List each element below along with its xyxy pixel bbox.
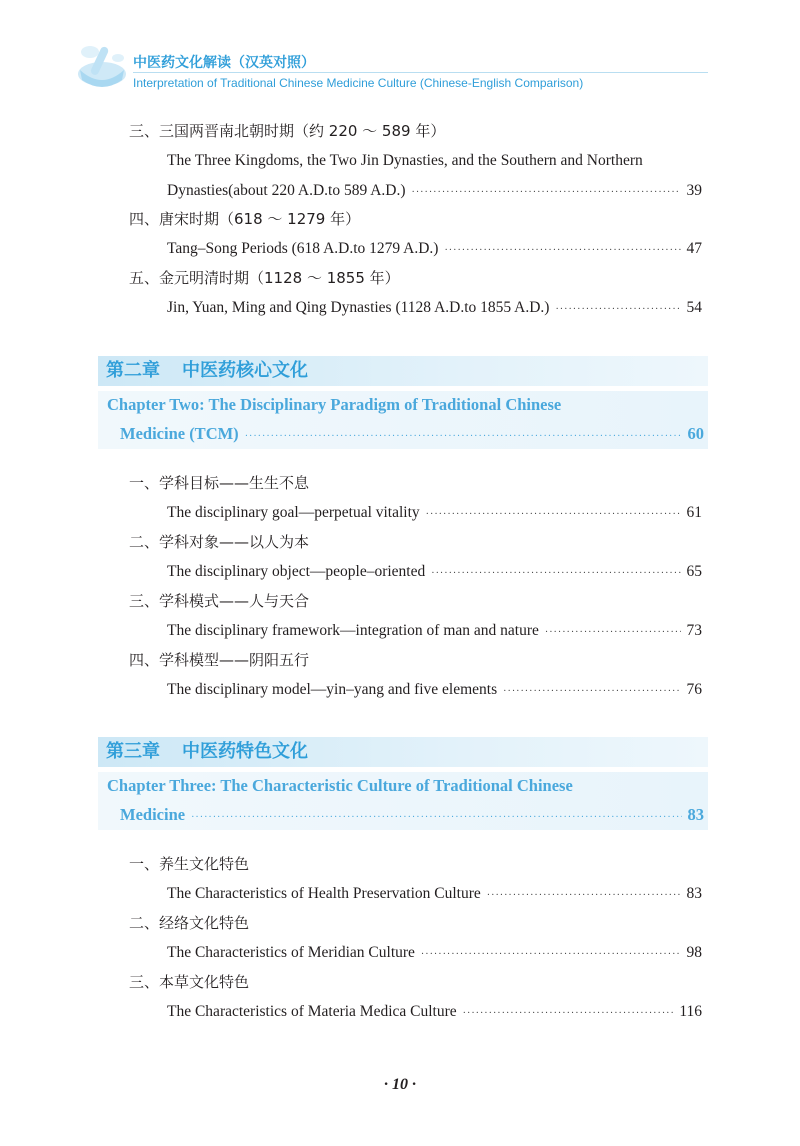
mortar-pestle-icon — [72, 40, 136, 92]
toc-entry-en[interactable] — [167, 883, 702, 907]
toc-entry-page: 98 — [686, 944, 702, 961]
toc-entry-en[interactable] — [167, 679, 702, 703]
toc-entry-title: The disciplinary object—people–oriented — [167, 563, 426, 580]
toc-entry-title: The disciplinary goal—perpetual vitality — [167, 504, 420, 521]
toc-entry-title: Jin, Yuan, Ming and Qing Dynasties (1128 A.D.to 1855 A.D.) — [167, 299, 550, 316]
toc-entry-title: The disciplinary model—yin–yang and five elements — [167, 681, 498, 698]
leader-dots — [487, 885, 681, 907]
chapter-title-cn[interactable] — [106, 737, 308, 767]
page-number: · 10 · — [384, 1076, 416, 1093]
toc-entry-title: Tang–Song Periods (618 A.D.to 1279 A.D.) — [167, 240, 439, 257]
toc-entry-cn: 五、金元明清时期（1128 ～ 1855 年） — [129, 269, 400, 287]
leader-dots — [444, 240, 680, 262]
toc-entry-cn: 四、唐宋时期（618 ～ 1279 年） — [129, 210, 361, 228]
toc-entry-page: 83 — [686, 885, 702, 902]
leader-dots — [503, 681, 680, 703]
chapter-number: 第三章 — [106, 741, 160, 762]
chapter-title-en-line1: Chapter Three: The Characteristic Culture of Traditional Chinese — [107, 776, 573, 795]
chapter-title-en-line2[interactable] — [120, 423, 704, 448]
leader-dots — [545, 622, 681, 644]
toc-entry-page: 76 — [686, 681, 702, 698]
chapter-name: 中医药核心文化 — [182, 360, 308, 381]
toc-entry-cn: 一、养生文化特色 — [129, 855, 250, 873]
toc-entry-en[interactable] — [167, 238, 702, 262]
toc-entry-page: 54 — [686, 299, 702, 316]
toc-entry-en[interactable] — [167, 561, 702, 585]
toc-entry-page: 65 — [686, 563, 702, 580]
toc-entry-en[interactable] — [167, 502, 702, 526]
leader-dots — [426, 504, 681, 526]
chapter-page: 60 — [687, 424, 704, 443]
leader-dots — [421, 944, 681, 966]
leader-dots — [555, 299, 680, 321]
toc-entry-en[interactable] — [167, 942, 702, 966]
leader-dots — [191, 807, 681, 829]
toc-entry-page: 47 — [686, 240, 702, 257]
leader-dots — [463, 1003, 674, 1025]
toc-entry-cn: 二、经络文化特色 — [129, 914, 250, 932]
toc-entry-cn: 三、学科模式——人与天合 — [129, 592, 310, 610]
toc-entry-cn: 三、三国两晋南北朝时期（约 220 ～ 589 年） — [129, 122, 446, 140]
header-title-cn: 中医药文化解读（汉英对照） — [133, 55, 315, 71]
chapter-title-en: Medicine (TCM) — [120, 424, 239, 443]
chapter-page: 83 — [687, 805, 704, 824]
toc-entry-en[interactable] — [167, 620, 702, 644]
toc-entry-title: The Characteristics of Meridian Culture — [167, 944, 415, 961]
toc-entry-page: 116 — [679, 1003, 702, 1020]
header-rule — [133, 72, 708, 73]
toc-entry-cn: 二、学科对象——以人为本 — [129, 533, 310, 551]
chapter-title-en-line2[interactable] — [120, 804, 704, 829]
toc-entry-page: 61 — [686, 504, 702, 521]
chapter-number: 第二章 — [106, 360, 160, 381]
leader-dots — [412, 182, 681, 204]
chapter-title-en: Medicine — [120, 805, 186, 824]
toc-entry-title: The disciplinary framework—integration of man and nature — [167, 622, 539, 639]
leader-dots — [245, 426, 682, 448]
toc-entry-cn: 四、学科模型——阴阳五行 — [129, 651, 310, 669]
running-header — [0, 0, 800, 100]
chapter-name: 中医药特色文化 — [182, 741, 308, 762]
chapter-title-cn[interactable] — [106, 356, 308, 386]
toc-entry-en[interactable] — [167, 1001, 702, 1025]
toc-entry-title: The Characteristics of Materia Medica Culture — [167, 1003, 457, 1020]
toc-entry-en[interactable] — [167, 297, 702, 321]
toc-entry-en[interactable] — [167, 180, 702, 204]
toc-entry-en-line1: The Three Kingdoms, the Two Jin Dynasties, and the Southern and Northern — [167, 152, 643, 169]
toc-entry-title: The Characteristics of Health Preservation Culture — [167, 885, 481, 902]
toc-entry-cn: 三、本草文化特色 — [129, 973, 250, 991]
toc-entry-title: Dynasties(about 220 A.D.to 589 A.D.) — [167, 182, 406, 199]
toc-entry-page: 73 — [686, 622, 702, 639]
leader-dots — [431, 563, 680, 585]
header-title-en: Interpretation of Traditional Chinese Medicine Culture (Chinese-English Comparison) — [133, 76, 584, 90]
toc-entry-page: 39 — [686, 182, 702, 199]
toc-entry-cn: 一、学科目标——生生不息 — [129, 474, 310, 492]
chapter-title-en-line1: Chapter Two: The Disciplinary Paradigm of Traditional Chinese — [107, 395, 562, 414]
